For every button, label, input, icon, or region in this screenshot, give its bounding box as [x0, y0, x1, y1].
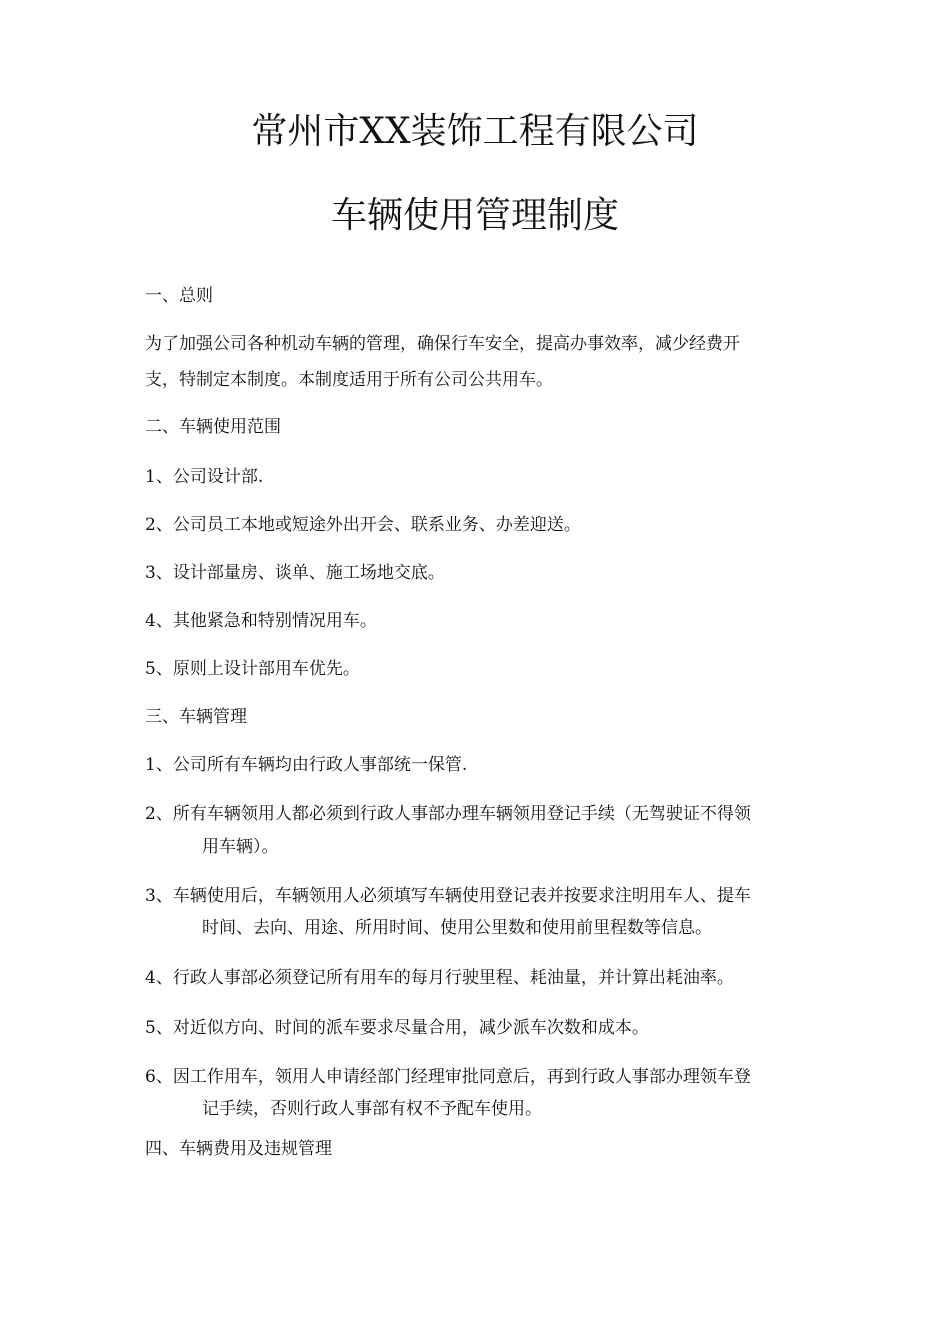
list-item-continuation: 用车辆）。: [202, 837, 279, 857]
list-item-continuation: 时间、去向、用途、所用时间、使用公里数和使用前里程数等信息。: [202, 918, 712, 938]
paragraph-line: 为了加强公司各种机动车辆的管理，确保行车安全，提高办事效率，减少经费开: [145, 334, 740, 354]
document-title: 常州市XX装饰工程有限公司: [251, 111, 699, 152]
list-item: 2、公司员工本地或短途外出开会、联系业务、办差迎送。: [145, 515, 581, 535]
document-subtitle: 车辆使用管理制度: [330, 195, 619, 236]
list-item: 5、对近似方向、时间的派车要求尽量合用，减少派车次数和成本。: [145, 1018, 649, 1038]
list-item: 1、公司所有车辆均由行政人事部统一保管.: [145, 755, 468, 775]
list-item: 2、所有车辆领用人都必须到行政人事部办理车辆领用登记手续（无驾驶证不得领: [145, 804, 751, 824]
list-item-continuation: 记手续，否则行政人事部有权不予配车使用。: [202, 1099, 542, 1119]
paragraph-line: 支，特制定本制度。本制度适用于所有公司公共用车。: [145, 370, 553, 390]
section-heading: 四、车辆费用及违规管理: [145, 1139, 332, 1159]
list-item: 4、行政人事部必须登记所有用车的每月行驶里程、耗油量，并计算出耗油率。: [145, 968, 734, 988]
list-item: 4、其他紧急和特别情况用车。: [145, 611, 377, 631]
list-item: 6、因工作用车，领用人申请经部门经理审批同意后，再到行政人事部办理领车登: [145, 1067, 751, 1087]
section-heading: 三、车辆管理: [145, 707, 247, 727]
list-item: 5、原则上设计部用车优先。: [145, 659, 360, 679]
list-item: 3、车辆使用后，车辆领用人必须填写车辆使用登记表并按要求注明用车人、提车: [145, 886, 751, 906]
list-item: 1、公司设计部.: [145, 467, 264, 487]
list-item: 3、设计部量房、谈单、施工场地交底。: [145, 563, 445, 583]
section-heading: 一、总则: [145, 286, 213, 306]
section-heading: 二、车辆使用范围: [145, 417, 281, 437]
